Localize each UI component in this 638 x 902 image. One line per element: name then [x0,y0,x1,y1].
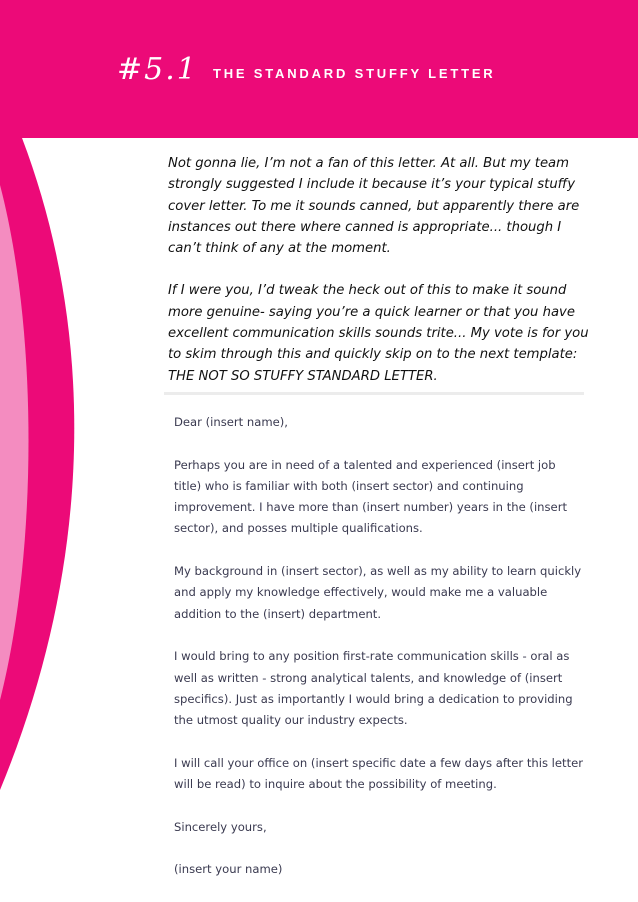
letter-paragraph: Perhaps you are in need of a talented and experienced (insert job title) who is familiar with both (insert sector) and continuing improvement. I have more than (insert number) years in the (insert sector), and posses multiple qualifications. [174,457,568,536]
intro-paragraph: Not gonna lie, I’m not a fan of this letter. At all. But my team strongly suggested I include it because it’s your typical stuffy cover letter. To me it sounds canned, but apparently there are instances out there where canned is appropriate... though I can’t think of any at the moment. [168,156,580,257]
letter-signature: (insert your name) [174,862,283,877]
letter-paragraph: I will call your office on (insert specific date a few days after this letter will be read) to inquire about the possibility of meeting. [174,755,584,792]
letter-template [174,412,584,881]
intro-paragraph: If I were you, I’d tweak the heck out of this to make it sound more genuine- saying you’re a quick learner or that you have excellent communication skills sounds trite... My vote is for you to skim through this and quickly skip on to the next template: THE NOT SO STUFFY STANDARD LETTER. [168,283,589,384]
letter-paragraph: I would bring to any position first-rate communication skills - oral as well as written - strong analytical talents, and knowledge of (insert specifics). Just as importantly I would bring a dedication to providing the utmost quality our industry expects. [174,649,573,728]
header-banner [0,0,638,138]
decorative-arc [0,0,80,902]
letter-closing: Sincerely yours, [174,819,267,834]
divider [164,392,584,395]
letter-paragraph: My background in (insert sector), as well as my ability to learn quickly and apply my knowledge effectively, would make me a valuable addition to the (insert) department. [174,564,582,621]
page-title: THE STANDARD STUFFY LETTER [213,66,496,81]
intro-note [168,153,593,387]
letter-salutation: Dear (insert name), [174,415,288,429]
section-number: #5.1 [117,52,198,87]
